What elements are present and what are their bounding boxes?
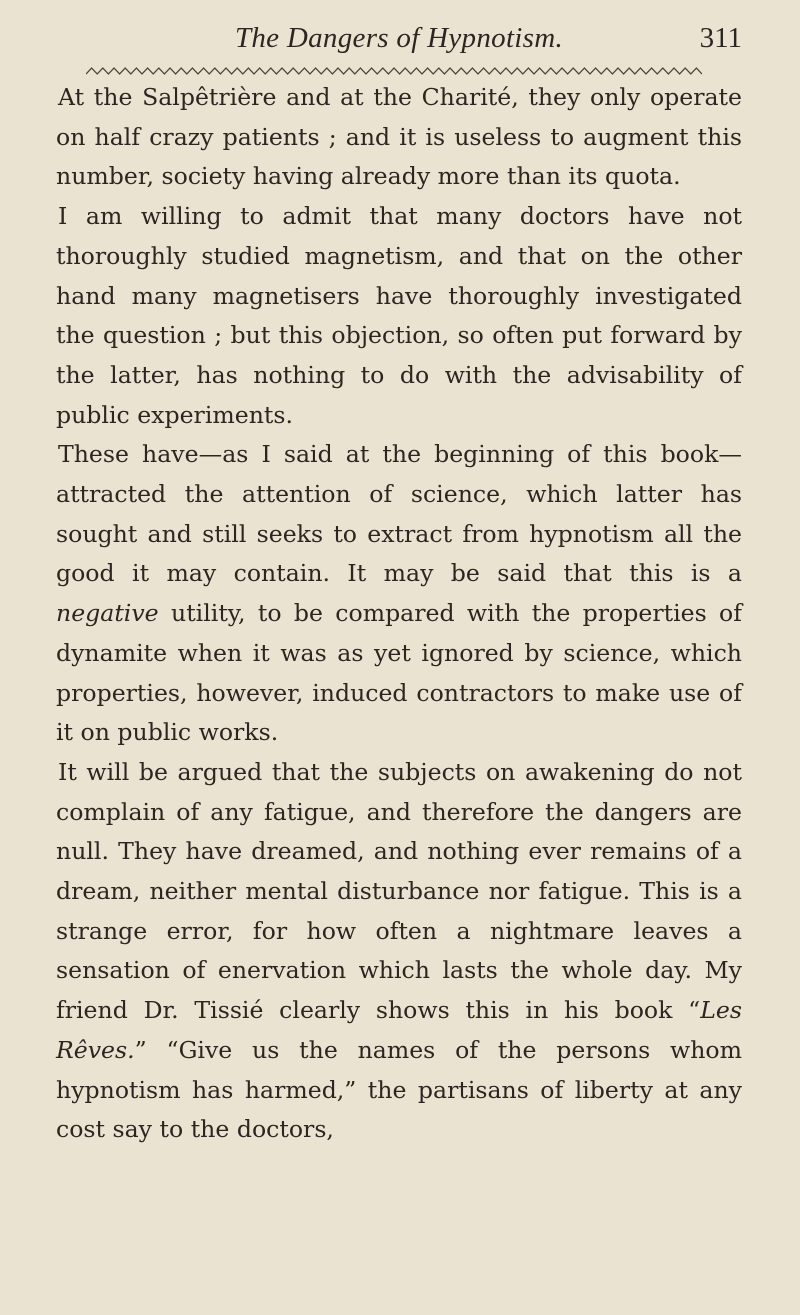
running-title: The Dangers of Hypnotism. [234, 22, 564, 54]
paragraph-text: ” “Give us the names of the persons whom hypnotism has harmed,” the partisans of liberty at any cost say to the doctors, [56, 1035, 742, 1144]
paragraph-3 [56, 435, 742, 753]
paragraph-text: These have—as I said at the beginning of this book—attracted the attention of science, which latter has sought and still seeks to extract from hypnotism all the good it may contain. It may be said that this is a [56, 440, 742, 588]
zigzag-rule-icon [86, 66, 702, 76]
emphasis-negative: negative [56, 599, 159, 628]
paragraph-1 [56, 78, 742, 197]
header-ornament-rule [86, 66, 702, 76]
paragraph-2 [56, 197, 742, 435]
paragraph-text: At the Salpêtrière and at the Charité, they only operate on half crazy patients ; and it is useless to augment this number, society having already more than its quota. [56, 83, 742, 191]
paragraph-text: utility, to be compared with the properties of dynamite when it was as yet ignored by science, which properties, however, induced contractors to make use of it on public works. [56, 599, 742, 747]
book-title-les-reves: Les Rêves. [56, 996, 742, 1064]
page-body [56, 78, 742, 1150]
paragraph-4 [56, 753, 742, 1150]
paragraph-text: It will be argued that the subjects on awakening do not complain of any fatigue, and therefore the dangers are null. They have dreamed, and nothing ever remains of a dream, neither mental disturbance nor fatigue. This is a strange error, for how often a nightmare leaves a sensation of enervation which lasts the whole day. My friend Dr. Tissié clearly shows this in his book “ [56, 757, 742, 1025]
page-number: 311 [699, 22, 742, 54]
page-header [56, 0, 742, 90]
paragraph-text: I am willing to admit that many doctors have not thoroughly studied magnetism, and that on the other hand many magnetisers have thoroughly investigated the question ; but this objection, so often put forward by the latter, has nothing to do with the advisability of public experiments. [56, 202, 742, 429]
